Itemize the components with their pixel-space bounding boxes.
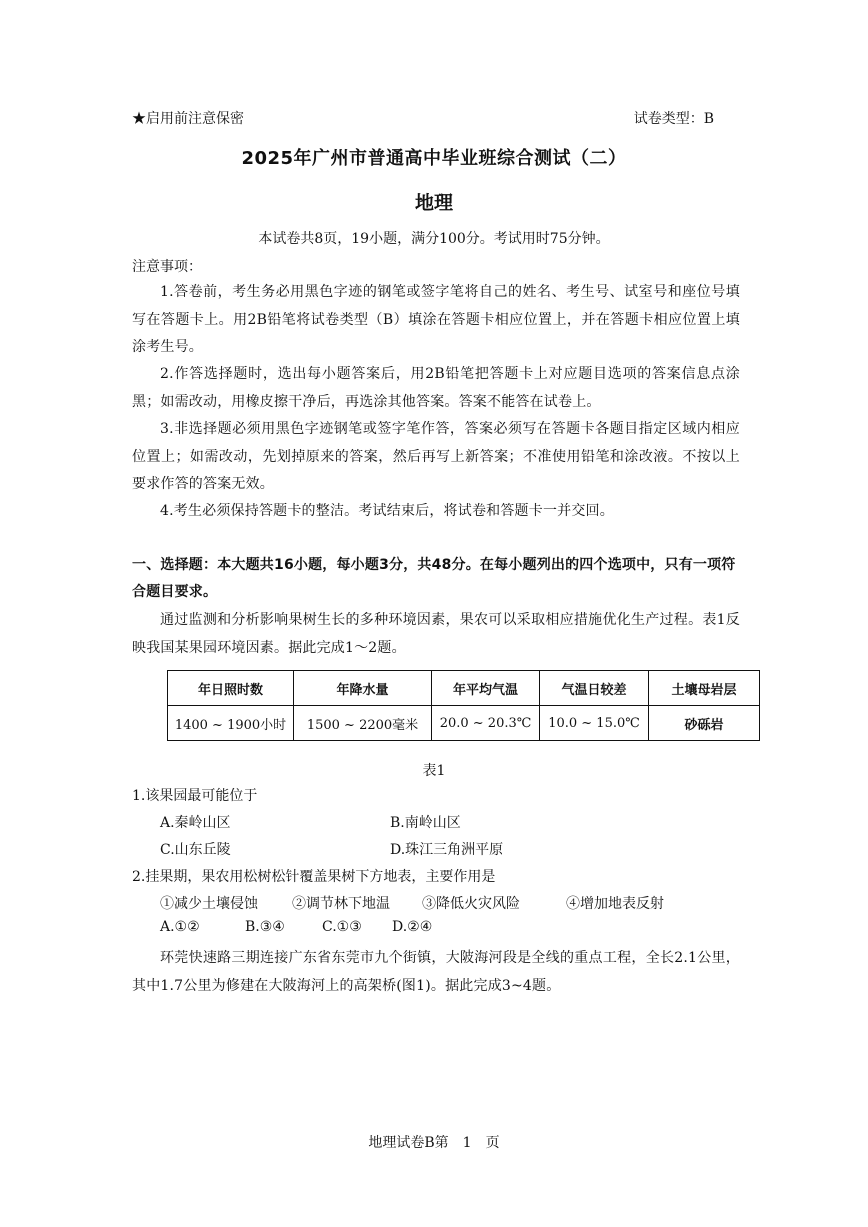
table-cell: 20.0 ~ 20.3℃ — [432, 706, 540, 741]
table-cell: 1500 ~ 2200毫米 — [294, 706, 432, 741]
q2-item-1: ①减少土壤侵蚀 — [160, 896, 258, 912]
subject-title: 地理 — [414, 192, 453, 214]
notice-item-3: 3.非选择题必须用黑色字迹钢笔或签字笔作答，答案必须写在答题卡各题目指定区域内相应位置上；如需改动，先划掉原来的答案，然后再写上新答案；不准使用铅笔和涂改液。不按以上要求作答的答案无效。 — [132, 421, 740, 492]
q1-option-b: B.南岭山区 — [390, 815, 461, 831]
q2-item-4: ④增加地表反射 — [566, 896, 664, 912]
page-footer: 地理试卷B第 1 页 — [368, 1135, 500, 1151]
table-header-cell: 土壤母岩层 — [649, 671, 760, 706]
table-header-row — [168, 671, 760, 706]
notice-item-1: 1.答卷前，考生务必用黑色字迹的钢笔或签字笔将自己的姓名、考生号、试室号和座位号填写在答题卡上。用2B铅笔将试卷类型（B）填涂在答题卡相应位置上，并在答题卡相应位置上填涂考生号。 — [132, 284, 740, 355]
question-context-1: 通过监测和分析影响果树生长的多种环境因素，果农可以采取相应措施优化生产过程。表1反映我国某果园环境因素。据此完成1～2题。 — [132, 612, 740, 656]
q2-option-b: B.③④ — [245, 919, 285, 935]
table-header-cell: 年日照时数 — [168, 671, 294, 706]
q2-item-2: ②调节林下地温 — [292, 896, 390, 912]
notice-item-4: 4.考生必须保持答题卡的整洁。考试结束后，将试卷和答题卡一并交回。 — [160, 503, 614, 519]
table-header-cell: 年平均气温 — [432, 671, 540, 706]
notice-item-2: 2.作答选择题时，选出每小题答案后，用2B铅笔把答题卡上对应题目选项的答案信息点涂黑；如需改动，用橡皮擦干净后，再选涂其他答案。答案不能答在试卷上。 — [132, 366, 740, 410]
table-header-cell: 年降水量 — [294, 671, 432, 706]
question-context-2: 环莞快速路三期连接广东省东莞市九个街镇，大陂海河段是全线的重点工程，全长2.1公里，其中1.7公里为修建在大陂海河上的高架桥(图1)。据此完成3~4题。 — [132, 950, 740, 994]
q1-option-c: C.山东丘陵 — [160, 842, 231, 858]
question-2-stem: 2.挂果期，果农用松树松针覆盖果树下方地表，主要作用是 — [132, 869, 496, 885]
table-cell: 1400 ~ 1900小时 — [168, 706, 294, 741]
notice-heading: 注意事项： — [132, 259, 202, 275]
paper-type: 试卷类型：B — [633, 111, 714, 127]
q1-option-d: D.珠江三角洲平原 — [390, 842, 504, 858]
table-row — [168, 706, 760, 741]
table-header-cell: 气温日较差 — [540, 671, 649, 706]
q2-option-c: C.①③ — [322, 919, 362, 935]
confidential-note: ★启用前注意保密 — [132, 111, 244, 127]
table-cell: 10.0 ~ 15.0℃ — [540, 706, 649, 741]
exam-intro: 本试卷共8页，19小题，满分100分。考试用时75分钟。 — [258, 231, 610, 247]
exam-title: 2025年广州市普通高中毕业班综合测试（二） — [241, 148, 627, 169]
table-cell: 砂砾岩 — [649, 706, 760, 741]
section-heading: 一、选择题：本大题共16小题，每小题3分，共48分。在每小题列出的四个选项中，只有一项符合题目要求。 — [132, 557, 736, 600]
q2-option-a: A.①② — [160, 919, 200, 935]
q2-option-d: D.②④ — [392, 919, 433, 935]
question-1-stem: 1.该果园最可能位于 — [132, 788, 258, 804]
q2-item-3: ③降低火灾风险 — [422, 896, 520, 912]
environment-table — [167, 670, 760, 741]
q1-option-a: A.秦岭山区 — [160, 815, 231, 831]
table-caption: 表1 — [422, 763, 446, 779]
header-row — [132, 108, 714, 128]
